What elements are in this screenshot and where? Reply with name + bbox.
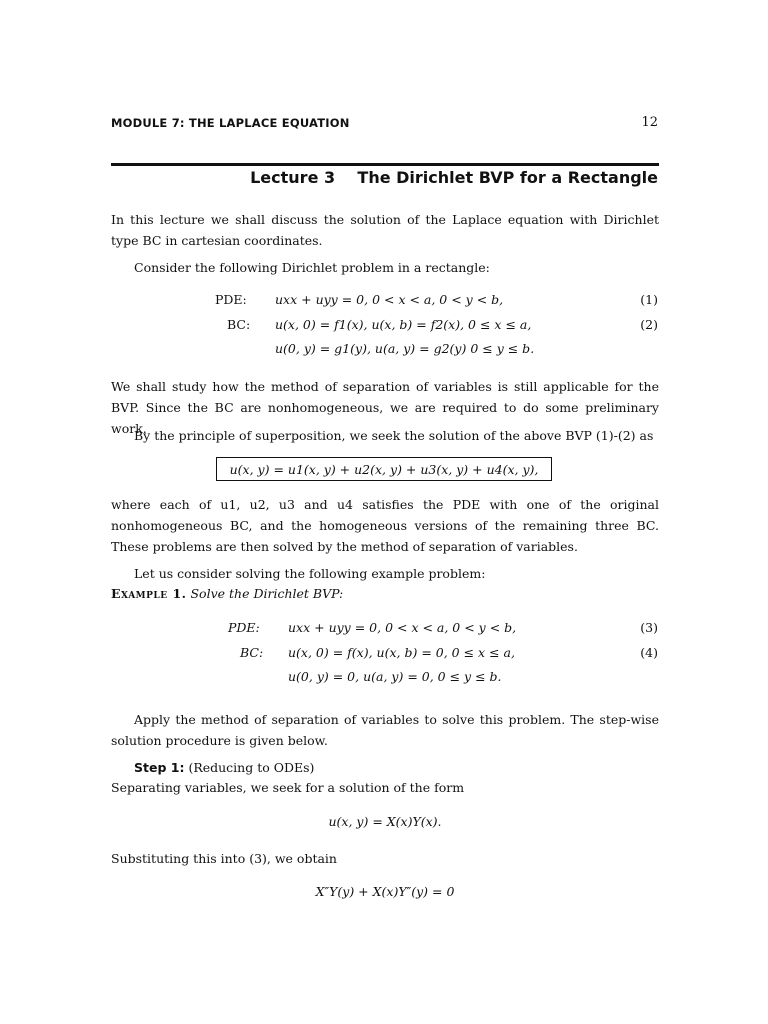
intro-paragraph: In this lecture we shall discuss the solution of the Laplace equation with Dirichlet type BC in cartesian coordinates.	[111, 212, 659, 248]
lecture-title: Lecture 3 The Dirichlet BVP for a Rectangle	[250, 168, 658, 187]
example-label: Example 1.	[111, 586, 187, 601]
bc-equation-2: u(0, y) = g1(y), u(a, y) = g2(y) 0 ≤ y ≤ b.	[275, 341, 535, 356]
step-label: Step 1:	[134, 760, 185, 775]
bc-equation-1: u(x, 0) = f(x), u(x, b) = 0, 0 ≤ x ≤ a,	[288, 645, 515, 660]
equation-number: (2)	[640, 317, 658, 332]
step-text: (Reducing to ODEs)	[188, 760, 315, 775]
superposition-equation: u(x, y) = u1(x, y) + u2(x, y) + u3(x, y) + u4(x, y),	[229, 461, 539, 477]
pde-label: PDE:	[228, 620, 260, 635]
example-heading	[111, 583, 659, 604]
pde-label: PDE:	[215, 292, 247, 307]
body-paragraph: Apply the method of separation of variables to solve this problem. The step-wise solution procedure is given below.	[111, 712, 659, 748]
bc-equation-2: u(0, y) = 0, u(a, y) = 0, 0 ≤ y ≤ b.	[288, 669, 502, 684]
separation-equation: u(x, y) = X(x)Y(x).	[328, 814, 442, 829]
substituted-equation: X″Y(y) + X(x)Y″(y) = 0	[315, 884, 455, 899]
page-number: 12	[641, 115, 658, 130]
pde-equation: uxx + uyy = 0, 0 < x < a, 0 < y < b,	[288, 620, 517, 635]
header-rule	[111, 163, 659, 166]
body-paragraph: where each of u1, u2, u3 and u4 satisfies the PDE with one of the original nonhomogeneous BC, and the homogeneous versions of the remaining three BC. These problems are then solved by the method of separation of variables.	[111, 497, 659, 554]
boxed-equation	[216, 457, 552, 481]
body-paragraph: Separating variables, we seek for a solution of the form	[111, 780, 465, 795]
body-paragraph: Let us consider solving the following example problem:	[134, 566, 486, 581]
pde-equation: uxx + uyy = 0, 0 < x < a, 0 < y < b,	[275, 292, 504, 307]
running-header: MODULE 7: THE LAPLACE EQUATION	[111, 116, 350, 130]
bc-label: BC:	[227, 317, 251, 332]
intro-paragraph-2: Consider the following Dirichlet problem in a rectangle:	[134, 260, 490, 275]
body-paragraph: Substituting this into (3), we obtain	[111, 851, 337, 866]
step-heading	[111, 757, 659, 778]
equation-number: (3)	[640, 620, 658, 635]
body-paragraph: We shall study how the method of separation of variables is still applicable for the BVP. Since the BC are nonhomogeneous, we are required to do some preliminary work.	[111, 379, 659, 436]
body-paragraph: By the principle of superposition, we seek the solution of the above BVP (1)-(2) as	[134, 428, 654, 443]
equation-number: (1)	[640, 292, 658, 307]
equation-number: (4)	[640, 645, 658, 660]
bc-label: BC:	[240, 645, 264, 660]
example-text: Solve the Dirichlet BVP:	[190, 586, 344, 601]
bc-equation-1: u(x, 0) = f1(x), u(x, b) = f2(x), 0 ≤ x ≤ a,	[275, 317, 532, 332]
